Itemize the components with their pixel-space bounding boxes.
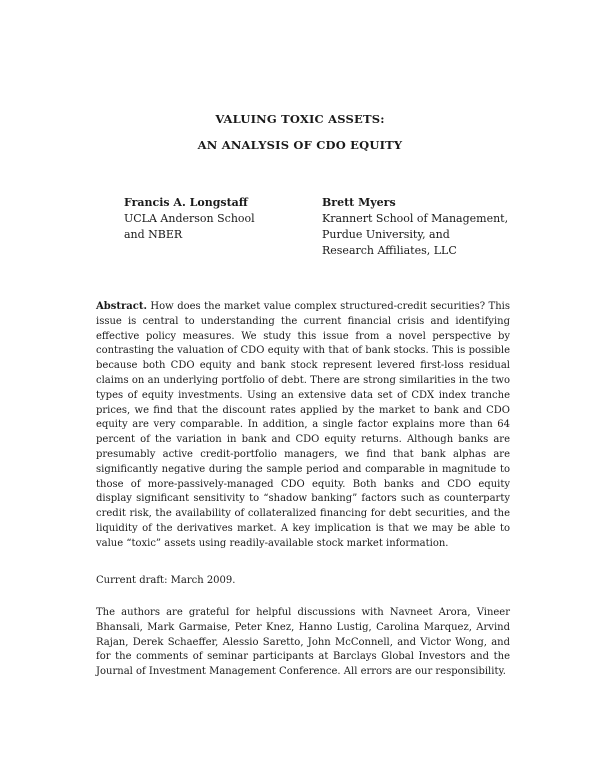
draft-date: Current draft: March 2009. <box>96 575 236 586</box>
abstract-label: Abstract. <box>96 301 147 312</box>
author-affiliation-line: Research Affiliates, LLC <box>322 244 457 257</box>
author-affiliation-line: and NBER <box>124 228 183 241</box>
author-block-2 <box>322 195 508 259</box>
abstract-text: How does the market value complex structured-credit securities? This issue is central to understanding the current financial crisis and identifying effective policy measures. We study this issue from a novel perspective by contrasting the valuation of CDO equity with that of bank stocks. This is possible because both CDO equity and bank stock represent levered first-loss residual claims on an underlying portfolio of debt. There are strong similarities in the two types of equity investments. Using an extensive data set of CDX index tranche prices, we find that the discount rates applied by the market to bank and CDO equity are very comparable. In addition, a single factor explains more than 64 percent of the variation in bank and CDO equity returns. Although banks are presumably active credit-portfolio managers, we find that bank alphas are significantly negative during the sample period and comparable in magnitude to those of more-passively-managed CDO equity. Both banks and CDO equity display significant sensitivity to “shadow banking” factors such as counterparty credit risk, the availability of collateralized financing for debt securities, and the liquidity of the derivatives market. A key implication is that we may be able to value “toxic” assets using readily-available stock market information. <box>96 301 510 549</box>
author-affiliation-line: UCLA Anderson School <box>124 212 255 225</box>
author-block-1 <box>124 195 255 243</box>
paper-title-line-1: VALUING TOXIC ASSETS: <box>215 112 385 126</box>
paper-title-line-2: AN ANALYSIS OF CDO EQUITY <box>197 138 403 152</box>
author-name: Francis A. Longstaff <box>124 196 248 209</box>
abstract <box>96 300 510 552</box>
author-name: Brett Myers <box>322 196 396 209</box>
author-affiliation-line: Krannert School of Management, <box>322 212 509 225</box>
author-affiliation-line: Purdue University, and <box>322 228 450 241</box>
acknowledgement: The authors are grateful for helpful discussions with Navneet Arora, Vineer Bhansali, Mark Garmaise, Peter Knez, Hanno Lustig, Carolina Marquez, Arvind Rajan, Derek Schaeffer, Alessio Saretto, John McConnell, and Victor Wong, and for the comments of seminar participants at Barclays Global Investors and the Journal of Investment Management Conference. All errors are our responsibility. <box>96 607 510 678</box>
